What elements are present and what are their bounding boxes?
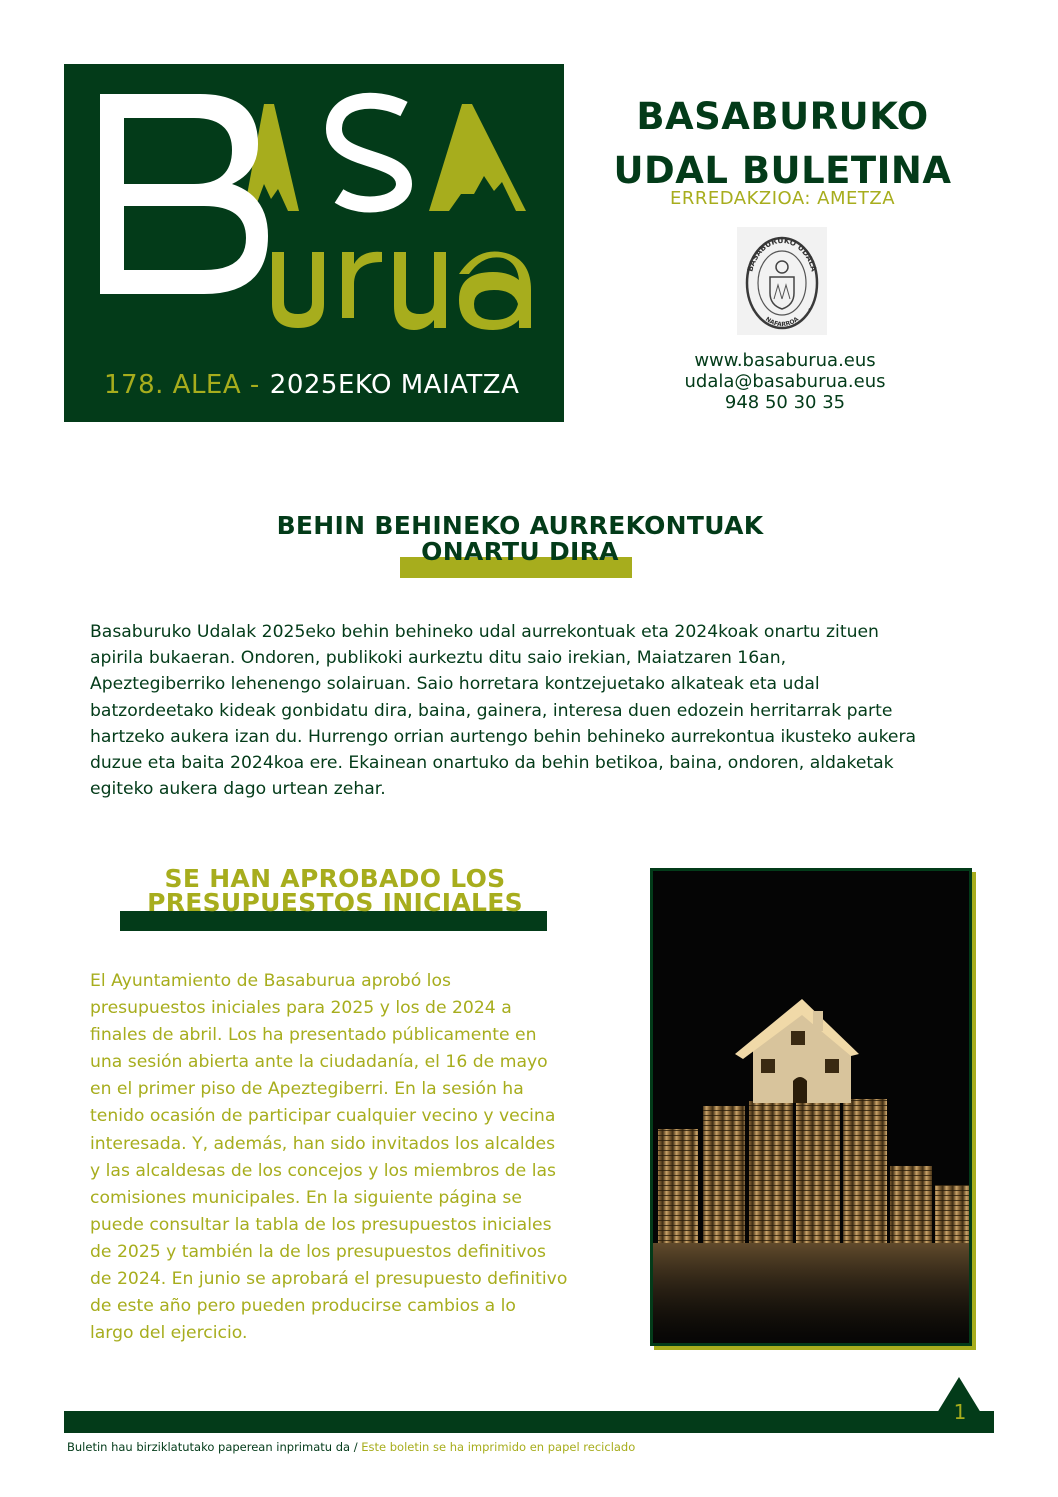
municipal-seal bbox=[737, 227, 827, 335]
issue-line bbox=[104, 370, 519, 400]
footer-bar bbox=[64, 1411, 994, 1433]
article-es-line: El Ayuntamiento de Basaburua aprobó los bbox=[90, 971, 451, 991]
article-es-line: de 2024. En junio se aprobará el presupuesto definitivo bbox=[90, 1269, 568, 1290]
article-eu-line: duzue eta baita 2024koa ere. Ekainean onartuko da behin betikoa, baina, ondoren, aldaketak bbox=[90, 753, 894, 774]
logo-word-urua bbox=[272, 252, 531, 331]
article-eu-line: hartzeko aukera izan du. Hurrengo orrian aurtengo behin behineko aurrekontua ikusteko aukera bbox=[90, 726, 917, 747]
logo-letter-s bbox=[334, 101, 404, 205]
article-eu-line: apirila bukaeran. Ondoren, publikoki aurkeztu ditu saio irekian, Maiatzaren 16an, bbox=[90, 648, 787, 669]
article-es-title bbox=[110, 864, 560, 917]
bulletin-title-line2: UDAL BULETINA bbox=[613, 149, 952, 192]
svg-text:*: * bbox=[808, 308, 811, 315]
article-es-title-line2: PRESUPUESTOS INICIALES bbox=[147, 888, 523, 917]
article-es-line: en el primer piso de Apeztegiberri. En la sesión ha bbox=[90, 1079, 524, 1100]
masthead-logo-block bbox=[64, 64, 564, 422]
basaburua-logo bbox=[64, 64, 564, 364]
contact-info bbox=[640, 350, 930, 413]
article-es-line: finales de abril. Los ha presentado públicamente en bbox=[90, 1025, 537, 1046]
article-es-line: y las alcaldesas de los concejos y los miembros de las bbox=[90, 1160, 556, 1181]
seal-bottom-text: NAFARROA bbox=[763, 315, 801, 329]
article-es-line: tenido ocasión de participar cualquier vecino y vecina bbox=[90, 1106, 556, 1127]
logo-letter-r bbox=[342, 252, 382, 318]
recycled-note-eu: Buletin hau birziklatutako paperean inprimatu da / bbox=[67, 1440, 358, 1454]
article-es-line: largo del ejercicio. bbox=[90, 1323, 248, 1344]
article-es-line: comisiones municipales. En la siguiente página se bbox=[90, 1187, 522, 1208]
article-eu-title-line2: ONARTU DIRA bbox=[421, 537, 619, 566]
recycled-note-es: Este boletin se ha imprimido en papel reciclado bbox=[361, 1440, 636, 1454]
article-es-line: una sesión abierta ante la ciudadanía, el 16 de mayo bbox=[90, 1052, 548, 1073]
logo-letter-b bbox=[100, 94, 268, 294]
article-eu-title-line1: BEHIN BEHINEKO AURREKONTUAK bbox=[276, 511, 764, 540]
bulletin-title-line1: BASABURUKO bbox=[636, 95, 929, 138]
house-on-coins-photo bbox=[650, 868, 972, 1346]
page-number: 1 bbox=[953, 1400, 967, 1424]
phone-number: 948 50 30 35 bbox=[724, 392, 846, 413]
article-eu-line: egiteko aukera dago urtean zehar. bbox=[90, 779, 386, 800]
bulletin-title bbox=[590, 90, 975, 198]
logo-letter-u2 bbox=[394, 252, 446, 330]
logo-letter-a2 bbox=[429, 104, 526, 211]
article-eu-line: Basaburuko Udalak 2025eko behin behineko udal aurrekontuak eta 2024koak onartu zituen bbox=[90, 622, 879, 642]
article-eu-line: Apeztegiberriko lehenengo solairuan. Saio horretara kontzejuetako alkateak eta udal bbox=[90, 674, 820, 695]
logo-letter-u1 bbox=[272, 252, 324, 328]
article-eu-title bbox=[200, 513, 840, 565]
logo-letter-a3 bbox=[459, 252, 531, 331]
seal-top-text: BASABURUKO UDALA bbox=[745, 235, 819, 273]
article-es-line: de este año pero pueden producirse cambios a lo bbox=[90, 1296, 516, 1317]
seal-stamp-icon bbox=[737, 227, 827, 335]
article-es-line: interesada. Y, además, han sido invitados los alcaldes bbox=[90, 1133, 556, 1154]
article-es-line: presupuestos iniciales para 2025 y los de 2024 a bbox=[90, 998, 512, 1019]
article-es-line: de 2025 y también la de los presupuestos definitivos bbox=[90, 1241, 547, 1262]
house-coins-illustration bbox=[653, 871, 969, 1343]
email-link[interactable]: udala@basaburua.eus bbox=[684, 371, 886, 392]
article-es-title-line1: SE HAN APROBADO LOS bbox=[164, 864, 506, 893]
issue-date: 2025EKO MAIATZA bbox=[269, 370, 520, 400]
table-reflection bbox=[653, 1243, 969, 1343]
svg-text:*: * bbox=[752, 308, 755, 315]
article-eu-body bbox=[90, 619, 990, 802]
website-link[interactable]: www.basaburua.eus bbox=[694, 350, 876, 371]
article-eu-line: batzordeetako kideak gonbidatu dira, baina, gainera, interesa duen edozein herritarrak parte bbox=[90, 700, 893, 721]
issue-number: 178. ALEA - bbox=[104, 370, 260, 400]
article-es-body bbox=[90, 968, 610, 1347]
article-es-line: puede consultar la tabla de los presupuestos iniciales bbox=[90, 1214, 552, 1235]
editorial-credit: ERREDAKZIOA: AMETZA bbox=[669, 188, 896, 209]
recycled-paper-note bbox=[67, 1440, 635, 1454]
